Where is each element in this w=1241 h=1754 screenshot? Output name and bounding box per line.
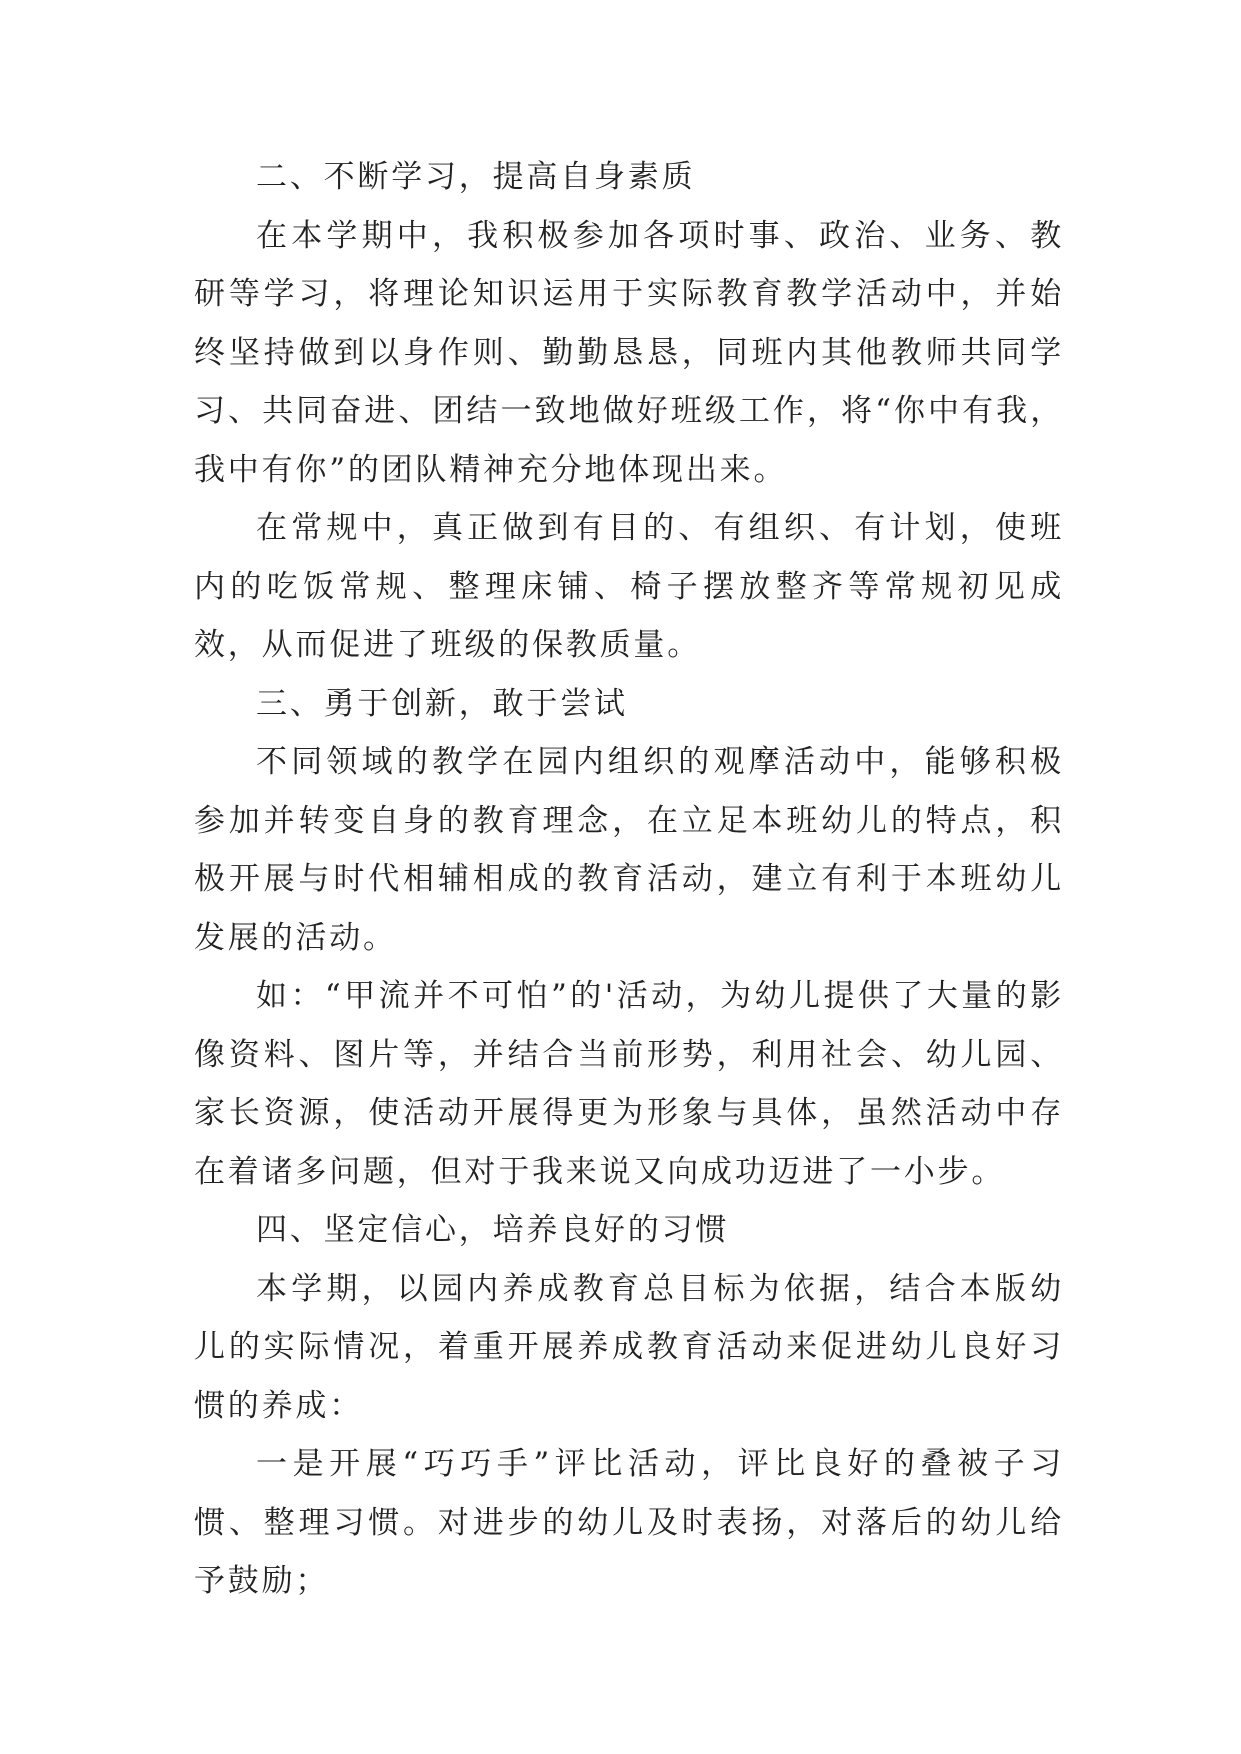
section-heading-2: 二、不断学习，提高自身素质 (256, 159, 696, 195)
paragraph-study: 在本学期中，我积极参加各项时事、政治、业务、教研等学习，将理论知识运用于实际教育教学活动中，并始终坚持做到以身作则、勤勤恳恳，同班内其他教师共同学习、共同奋进、团结一致地做好班级工作，将“你中有我，我中有你”的团队精神充分地体现出来。 (194, 217, 1064, 488)
paragraph-activity: 一是开展“巧巧手”评比活动，评比良好的叠被子习惯、整理习惯。对进步的幼儿及时表扬，对落后的幼儿给予鼓励； (194, 1446, 1064, 1599)
paragraph-habits: 本学期，以园内养成教育总目标为依据，结合本版幼儿的实际情况，着重开展养成教育活动来促进幼儿良好习惯的养成： (194, 1270, 1064, 1424)
document-body (194, 148, 1064, 1611)
section-heading-3: 三、勇于创新，敢于尝试 (256, 685, 628, 722)
section-heading-4: 四、坚定信心，培养良好的习惯 (256, 1212, 730, 1248)
paragraph-example: 如：“甲流并不可怕”的'活动，为幼儿提供了大量的影像资料、图片等，并结合当前形势，利用社会、幼儿园、家长资源，使活动开展得更为形象与具体，虽然活动中存在着诸多问题，但对于我来说又向成功迈进了一小步。 (194, 978, 1064, 1190)
paragraph-innovation: 不同领域的教学在园内组织的观摩活动中，能够积极参加并转变自身的教育理念，在立足本班幼儿的特点，积极开展与时代相辅相成的教育活动，建立有利于本班幼儿发展的活动。 (194, 744, 1064, 956)
paragraph-routine: 在常规中，真正做到有目的、有组织、有计划，使班内的吃饭常规、整理床铺、椅子摆放整齐等常规初见成效，从而促进了班级的保教质量。 (194, 510, 1064, 663)
